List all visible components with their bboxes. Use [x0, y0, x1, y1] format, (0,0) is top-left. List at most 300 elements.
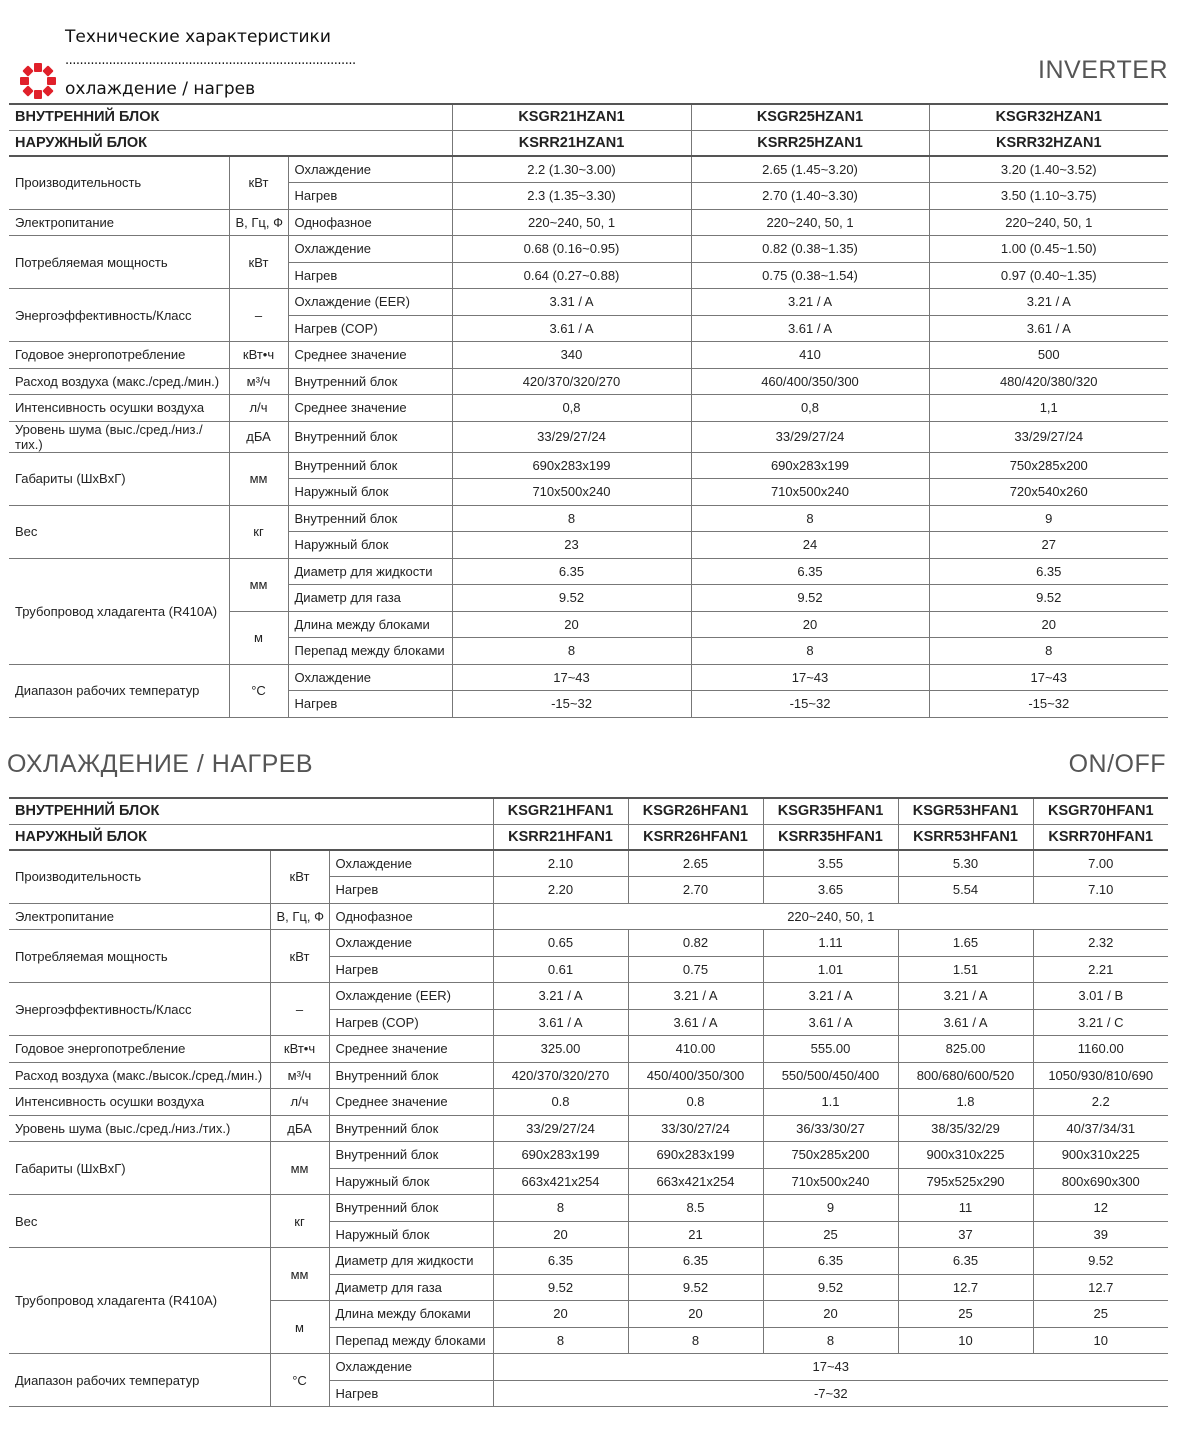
value-cell: 3.21 / A: [898, 983, 1033, 1010]
unit-label: кВт: [270, 930, 329, 983]
sub-parameter-label: Среднее значение: [288, 395, 452, 422]
value-cell: 2.3 (1.35~3.30): [452, 183, 691, 210]
unit-label: кВт: [229, 156, 288, 209]
parameter-label: Производительность: [9, 156, 229, 209]
value-cell: 0.8: [493, 1089, 628, 1116]
spec-row: [9, 395, 1168, 422]
value-cell: 8: [452, 505, 691, 532]
parameter-label: Вес: [9, 1195, 270, 1248]
value-cell: 450/400/350/300: [628, 1062, 763, 1089]
sub-parameter-label: Нагрев: [329, 1380, 493, 1407]
indoor-model-name: KSGR21HZAN1: [452, 104, 691, 130]
value-cell: 3.61 / A: [929, 315, 1168, 342]
value-cell: 2.2 (1.30~3.00): [452, 156, 691, 183]
sub-parameter-label: Наружный блок: [288, 532, 452, 559]
parameter-label: Расход воздуха (макс./высок./сред./мин.): [9, 1062, 270, 1089]
value-cell: 9.52: [691, 585, 929, 612]
value-cell: 460/400/350/300: [691, 368, 929, 395]
sub-parameter-label: Среднее значение: [329, 1036, 493, 1063]
sub-parameter-label: Наружный блок: [288, 479, 452, 506]
parameter-label: Диапазон рабочих температур: [9, 664, 229, 717]
sub-parameter-label: Внутренний блок: [288, 421, 452, 452]
sub-parameter-label: Нагрев: [329, 956, 493, 983]
value-cell: 0.82 (0.38~1.35): [691, 236, 929, 263]
value-cell: 2.32: [1033, 930, 1168, 957]
spec-row: [9, 421, 1168, 452]
value-cell: 1.00 (0.45~1.50): [929, 236, 1168, 263]
parameter-label: Трубопровод хладагента (R410A): [9, 558, 229, 664]
sub-parameter-label: Наружный блок: [329, 1221, 493, 1248]
value-cell: 0.82: [628, 930, 763, 957]
sub-parameter-label: Нагрев: [329, 877, 493, 904]
value-cell: 20: [493, 1301, 628, 1328]
value-cell: 420/370/320/270: [493, 1062, 628, 1089]
sub-parameter-label: Длина между блоками: [329, 1301, 493, 1328]
sub-parameter-label: Наружный блок: [329, 1168, 493, 1195]
sub-parameter-label: Охлаждение: [288, 236, 452, 263]
value-cell: 420/370/320/270: [452, 368, 691, 395]
value-cell: 8: [493, 1327, 628, 1354]
unit-label: м³/ч: [229, 368, 288, 395]
value-cell: 8.5: [628, 1195, 763, 1222]
spec-row: [9, 342, 1168, 369]
outdoor-model-name: KSRR25HZAN1: [691, 130, 929, 156]
sub-parameter-label: Внутренний блок: [329, 1115, 493, 1142]
sub-parameter-label: Однофазное: [288, 209, 452, 236]
value-cell: 720x540x260: [929, 479, 1168, 506]
value-cell: 3.61 / A: [763, 1009, 898, 1036]
outdoor-model-name: KSRR53HFAN1: [898, 824, 1033, 850]
value-cell: 9.52: [1033, 1248, 1168, 1275]
value-cell: 20: [628, 1301, 763, 1328]
value-cell: 8: [691, 505, 929, 532]
value-cell: 690x283x199: [628, 1142, 763, 1169]
value-cell: 1.1: [763, 1089, 898, 1116]
value-cell: 23: [452, 532, 691, 559]
outdoor-model-name: KSRR21HFAN1: [493, 824, 628, 850]
sub-parameter-label: Охлаждение: [329, 850, 493, 877]
unit-label: л/ч: [229, 395, 288, 422]
outdoor-model-name: KSRR32HZAN1: [929, 130, 1168, 156]
spec-row: [9, 983, 1168, 1010]
value-cell: 410.00: [628, 1036, 763, 1063]
value-cell: 8: [628, 1327, 763, 1354]
indoor-model-row: [9, 798, 1168, 824]
value-cell: 11: [898, 1195, 1033, 1222]
unit-label: °C: [270, 1354, 329, 1407]
unit-label: мм: [229, 452, 288, 505]
parameter-label: Вес: [9, 505, 229, 558]
value-cell: 37: [898, 1221, 1033, 1248]
spec-row: [9, 850, 1168, 877]
value-cell: 20: [493, 1221, 628, 1248]
spec-row: [9, 1062, 1168, 1089]
parameter-label: Годовое энергопотребление: [9, 1036, 270, 1063]
outdoor-model-row: [9, 824, 1168, 850]
value-cell: 8: [929, 638, 1168, 665]
sub-parameter-label: Внутренний блок: [329, 1062, 493, 1089]
sub-parameter-label: Охлаждение (EER): [288, 289, 452, 316]
value-cell: 325.00: [493, 1036, 628, 1063]
value-cell: 0.65: [493, 930, 628, 957]
spec-row: [9, 664, 1168, 691]
value-cell: -15~32: [929, 691, 1168, 718]
value-cell: 710x500x240: [763, 1168, 898, 1195]
value-cell: 10: [1033, 1327, 1168, 1354]
indoor-model-name: KSGR26HFAN1: [628, 798, 763, 824]
value-cell: 0,8: [691, 395, 929, 422]
unit-label: кВт•ч: [270, 1036, 329, 1063]
value-cell: 0.75 (0.38~1.54): [691, 262, 929, 289]
unit-label: мм: [270, 1248, 329, 1301]
value-cell: 20: [691, 611, 929, 638]
value-cell: 690x283x199: [691, 452, 929, 479]
value-cell: 17~43: [929, 664, 1168, 691]
sub-parameter-label: Нагрев (COP): [329, 1009, 493, 1036]
value-cell: 555.00: [763, 1036, 898, 1063]
unit-label: мм: [270, 1142, 329, 1195]
unit-label: °C: [229, 664, 288, 717]
value-cell: 2.21: [1033, 956, 1168, 983]
value-cell: 20: [763, 1301, 898, 1328]
parameter-label: Электропитание: [9, 209, 229, 236]
onoff-spec-table: [9, 797, 1168, 1407]
value-cell: 38/35/32/29: [898, 1115, 1033, 1142]
value-cell: 800/680/600/520: [898, 1062, 1033, 1089]
value-cell: 33/29/27/24: [452, 421, 691, 452]
value-cell: 33/30/27/24: [628, 1115, 763, 1142]
value-cell: 9.52: [628, 1274, 763, 1301]
value-cell: 21: [628, 1221, 763, 1248]
parameter-label: Годовое энергопотребление: [9, 342, 229, 369]
value-cell-merged: 220~240, 50, 1: [493, 903, 1168, 930]
value-cell: 690x283x199: [452, 452, 691, 479]
value-cell: 2.65 (1.45~3.20): [691, 156, 929, 183]
spec-row: [9, 289, 1168, 316]
value-cell: 0.64 (0.27~0.88): [452, 262, 691, 289]
sub-parameter-label: Охлаждение: [329, 1354, 493, 1381]
outdoor-model-name: KSRR26HFAN1: [628, 824, 763, 850]
value-cell: 39: [1033, 1221, 1168, 1248]
parameter-label: Трубопровод хладагента (R410A): [9, 1248, 270, 1354]
brand-logo-icon: [19, 62, 57, 100]
value-cell: -15~32: [452, 691, 691, 718]
value-cell: 36/33/30/27: [763, 1115, 898, 1142]
sub-parameter-label: Внутренний блок: [288, 368, 452, 395]
value-cell: 663x421x254: [493, 1168, 628, 1195]
spec-row: [9, 1036, 1168, 1063]
value-cell: 5.30: [898, 850, 1033, 877]
parameter-label: Интенсивность осушки воздуха: [9, 1089, 270, 1116]
unit-label: кВт: [229, 236, 288, 289]
value-cell: 500: [929, 342, 1168, 369]
value-cell: 1.65: [898, 930, 1033, 957]
indoor-model-name: KSGR25HZAN1: [691, 104, 929, 130]
sub-parameter-label: Нагрев (COP): [288, 315, 452, 342]
indoor-unit-label: ВНУТРЕННИЙ БЛОК: [9, 798, 493, 824]
sub-parameter-label: Среднее значение: [329, 1089, 493, 1116]
value-cell: 900x310x225: [1033, 1142, 1168, 1169]
value-cell: 9.52: [929, 585, 1168, 612]
section-title-cooling-heating: ОХЛАЖДЕНИЕ / НАГРЕВ: [7, 750, 314, 778]
value-cell: 220~240, 50, 1: [452, 209, 691, 236]
dotted-rule: ................................................................................: [65, 53, 356, 68]
value-cell: 710x500x240: [452, 479, 691, 506]
value-cell: 20: [929, 611, 1168, 638]
value-cell: 33/29/27/24: [493, 1115, 628, 1142]
value-cell: 663x421x254: [628, 1168, 763, 1195]
value-cell: 25: [763, 1221, 898, 1248]
value-cell: 3.01 / B: [1033, 983, 1168, 1010]
indoor-model-name: KSGR53HFAN1: [898, 798, 1033, 824]
doc-heading: Технические характеристики: [65, 27, 331, 47]
sub-parameter-label: Внутренний блок: [329, 1195, 493, 1222]
unit-label: кг: [270, 1195, 329, 1248]
value-cell-merged: -7~32: [493, 1380, 1168, 1407]
sub-parameter-label: Диаметр для газа: [288, 585, 452, 612]
unit-label: В, Гц, Ф: [270, 903, 329, 930]
value-cell: 8: [763, 1327, 898, 1354]
value-cell: 800x690x300: [1033, 1168, 1168, 1195]
value-cell: 2.70 (1.40~3.30): [691, 183, 929, 210]
value-cell: 3.20 (1.40~3.52): [929, 156, 1168, 183]
value-cell: 3.21 / A: [763, 983, 898, 1010]
outdoor-unit-label: НАРУЖНЫЙ БЛОК: [9, 130, 452, 156]
value-cell: 17~43: [452, 664, 691, 691]
sub-parameter-label: Среднее значение: [288, 342, 452, 369]
parameter-label: Электропитание: [9, 903, 270, 930]
spec-row: [9, 368, 1168, 395]
value-cell-merged: 17~43: [493, 1354, 1168, 1381]
value-cell: 1.11: [763, 930, 898, 957]
outdoor-unit-label: НАРУЖНЫЙ БЛОК: [9, 824, 493, 850]
spec-row: [9, 156, 1168, 183]
unit-label: –: [229, 289, 288, 342]
spec-row: [9, 1248, 1168, 1275]
indoor-model-row: [9, 104, 1168, 130]
unit-label: кВт•ч: [229, 342, 288, 369]
onoff-title: ON/OFF: [1068, 750, 1166, 778]
value-cell: 6.35: [763, 1248, 898, 1275]
sub-parameter-label: Диаметр для жидкости: [329, 1248, 493, 1275]
value-cell: 3.61 / A: [493, 1009, 628, 1036]
value-cell: 1050/930/810/690: [1033, 1062, 1168, 1089]
value-cell: 20: [452, 611, 691, 638]
value-cell: 3.21 / A: [691, 289, 929, 316]
sub-parameter-label: Диаметр для газа: [329, 1274, 493, 1301]
sub-parameter-label: Перепад между блоками: [288, 638, 452, 665]
sub-parameter-label: Нагрев: [288, 262, 452, 289]
parameter-label: Потребляемая мощность: [9, 930, 270, 983]
parameter-label: Уровень шума (выс./сред./низ./тих.): [9, 421, 229, 452]
spec-row: [9, 1195, 1168, 1222]
value-cell: 25: [1033, 1301, 1168, 1328]
value-cell: 1,1: [929, 395, 1168, 422]
unit-label: –: [270, 983, 329, 1036]
value-cell: 750x285x200: [929, 452, 1168, 479]
parameter-label: Энергоэффективность/Класс: [9, 983, 270, 1036]
value-cell: 24: [691, 532, 929, 559]
value-cell: 33/29/27/24: [929, 421, 1168, 452]
outdoor-model-row: [9, 130, 1168, 156]
value-cell: 710x500x240: [691, 479, 929, 506]
sub-parameter-label: Внутренний блок: [288, 452, 452, 479]
value-cell: 2.65: [628, 850, 763, 877]
sub-parameter-label: Охлаждение: [329, 930, 493, 957]
value-cell: 6.35: [929, 558, 1168, 585]
value-cell: 825.00: [898, 1036, 1033, 1063]
unit-label: В, Гц, Ф: [229, 209, 288, 236]
value-cell: 7.00: [1033, 850, 1168, 877]
doc-subheading: охлаждение / нагрев: [65, 79, 256, 99]
value-cell: 17~43: [691, 664, 929, 691]
unit-label: л/ч: [270, 1089, 329, 1116]
value-cell: 9.52: [763, 1274, 898, 1301]
spec-row: [9, 452, 1168, 479]
value-cell: 8: [452, 638, 691, 665]
value-cell: 3.31 / A: [452, 289, 691, 316]
value-cell: 1160.00: [1033, 1036, 1168, 1063]
spec-row: [9, 930, 1168, 957]
parameter-label: Габариты (ШxВxГ): [9, 452, 229, 505]
value-cell: 3.65: [763, 877, 898, 904]
value-cell: 3.61 / A: [898, 1009, 1033, 1036]
value-cell: 3.21 / C: [1033, 1009, 1168, 1036]
value-cell: 5.54: [898, 877, 1033, 904]
value-cell: 900x310x225: [898, 1142, 1033, 1169]
parameter-label: Интенсивность осушки воздуха: [9, 395, 229, 422]
value-cell: 10: [898, 1327, 1033, 1354]
value-cell: 25: [898, 1301, 1033, 1328]
value-cell: 12.7: [898, 1274, 1033, 1301]
sub-parameter-label: Внутренний блок: [288, 505, 452, 532]
outdoor-model-name: KSRR21HZAN1: [452, 130, 691, 156]
value-cell: 9.52: [452, 585, 691, 612]
sub-parameter-label: Перепад между блоками: [329, 1327, 493, 1354]
spec-row: [9, 903, 1168, 930]
sub-parameter-label: Внутренний блок: [329, 1142, 493, 1169]
parameter-label: Диапазон рабочих температур: [9, 1354, 270, 1407]
spec-row: [9, 236, 1168, 263]
value-cell: 3.55: [763, 850, 898, 877]
spec-row: [9, 209, 1168, 236]
value-cell: 1.8: [898, 1089, 1033, 1116]
parameter-label: Производительность: [9, 850, 270, 903]
value-cell: 9.52: [493, 1274, 628, 1301]
value-cell: 220~240, 50, 1: [691, 209, 929, 236]
value-cell: 12.7: [1033, 1274, 1168, 1301]
value-cell: 220~240, 50, 1: [929, 209, 1168, 236]
spec-row: [9, 1354, 1168, 1381]
value-cell: 0.61: [493, 956, 628, 983]
sub-parameter-label: Нагрев: [288, 691, 452, 718]
unit-label: кВт: [270, 850, 329, 903]
value-cell: 750x285x200: [763, 1142, 898, 1169]
sub-parameter-label: Охлаждение: [288, 156, 452, 183]
parameter-label: Потребляемая мощность: [9, 236, 229, 289]
unit-label: мм: [229, 558, 288, 611]
value-cell: 0.68 (0.16~0.95): [452, 236, 691, 263]
sub-parameter-label: Однофазное: [329, 903, 493, 930]
value-cell: 550/500/450/400: [763, 1062, 898, 1089]
unit-label: м: [229, 611, 288, 664]
value-cell: 0.97 (0.40~1.35): [929, 262, 1168, 289]
indoor-model-name: KSGR70HFAN1: [1033, 798, 1168, 824]
sub-parameter-label: Нагрев: [288, 183, 452, 210]
indoor-model-name: KSGR32HZAN1: [929, 104, 1168, 130]
value-cell: 6.35: [628, 1248, 763, 1275]
value-cell: 6.35: [691, 558, 929, 585]
value-cell: 1.01: [763, 956, 898, 983]
parameter-label: Энергоэффективность/Класс: [9, 289, 229, 342]
outdoor-model-name: KSRR70HFAN1: [1033, 824, 1168, 850]
indoor-unit-label: ВНУТРЕННИЙ БЛОК: [9, 104, 452, 130]
spec-row: [9, 505, 1168, 532]
spec-row: [9, 1089, 1168, 1116]
sub-parameter-label: Охлаждение: [288, 664, 452, 691]
value-cell: 12: [1033, 1195, 1168, 1222]
inverter-spec-table: [9, 103, 1168, 718]
inverter-title: INVERTER: [1038, 56, 1168, 84]
value-cell: 2.20: [493, 877, 628, 904]
value-cell: 2.2: [1033, 1089, 1168, 1116]
value-cell: 6.35: [452, 558, 691, 585]
value-cell: 0,8: [452, 395, 691, 422]
sub-parameter-label: Охлаждение (EER): [329, 983, 493, 1010]
sub-parameter-label: Длина между блоками: [288, 611, 452, 638]
unit-label: дБА: [229, 421, 288, 452]
value-cell: 3.61 / A: [691, 315, 929, 342]
unit-label: дБА: [270, 1115, 329, 1142]
sub-parameter-label: Диаметр для жидкости: [288, 558, 452, 585]
value-cell: 8: [691, 638, 929, 665]
value-cell: 6.35: [493, 1248, 628, 1275]
value-cell: 33/29/27/24: [691, 421, 929, 452]
value-cell: 9: [763, 1195, 898, 1222]
value-cell: 3.50 (1.10~3.75): [929, 183, 1168, 210]
value-cell: 7.10: [1033, 877, 1168, 904]
value-cell: 2.70: [628, 877, 763, 904]
spec-row: [9, 1142, 1168, 1169]
value-cell: 0.75: [628, 956, 763, 983]
value-cell: 40/37/34/31: [1033, 1115, 1168, 1142]
spec-row: [9, 1115, 1168, 1142]
value-cell: 480/420/380/320: [929, 368, 1168, 395]
value-cell: 795x525x290: [898, 1168, 1033, 1195]
value-cell: 3.21 / A: [929, 289, 1168, 316]
value-cell: 3.21 / A: [493, 983, 628, 1010]
value-cell: 3.61 / A: [452, 315, 691, 342]
value-cell: 2.10: [493, 850, 628, 877]
outdoor-model-name: KSRR35HFAN1: [763, 824, 898, 850]
value-cell: 6.35: [898, 1248, 1033, 1275]
value-cell: 0.8: [628, 1089, 763, 1116]
parameter-label: Расход воздуха (макс./сред./мин.): [9, 368, 229, 395]
spec-row: [9, 558, 1168, 585]
value-cell: 9: [929, 505, 1168, 532]
value-cell: 1.51: [898, 956, 1033, 983]
value-cell: 3.21 / A: [628, 983, 763, 1010]
value-cell: 410: [691, 342, 929, 369]
indoor-model-name: KSGR21HFAN1: [493, 798, 628, 824]
unit-label: м: [270, 1301, 329, 1354]
indoor-model-name: KSGR35HFAN1: [763, 798, 898, 824]
unit-label: кг: [229, 505, 288, 558]
value-cell: 690x283x199: [493, 1142, 628, 1169]
value-cell: 340: [452, 342, 691, 369]
parameter-label: Уровень шума (выс./сред./низ./тих.): [9, 1115, 270, 1142]
parameter-label: Габариты (ШxВxГ): [9, 1142, 270, 1195]
